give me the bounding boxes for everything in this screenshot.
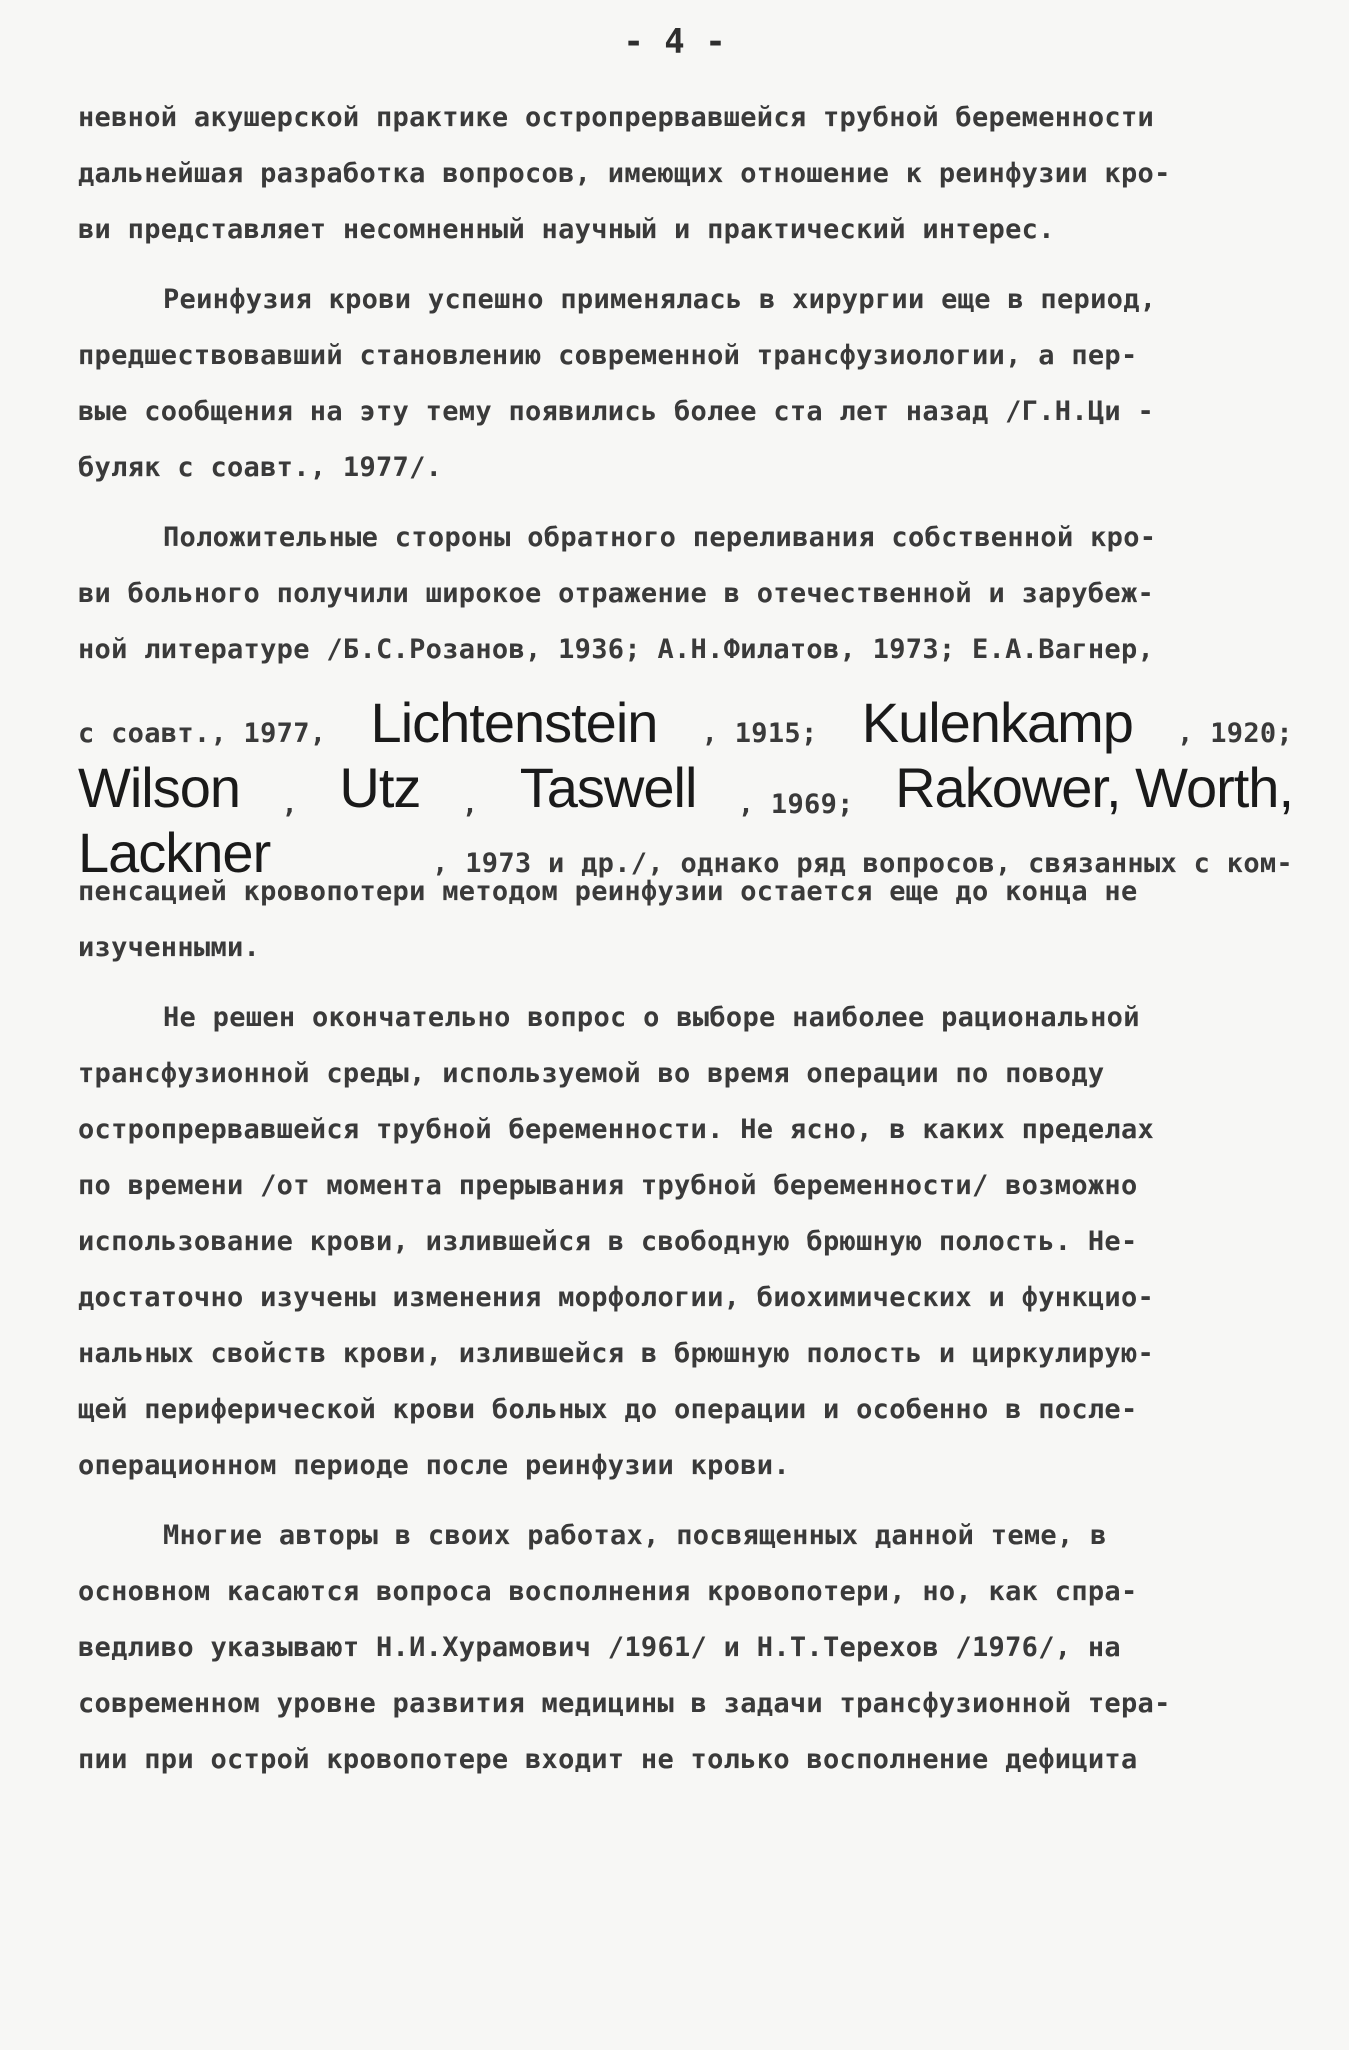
handwritten-author: Rakower, Worth,: [895, 756, 1293, 819]
text-line: современном уровне развития медицины в задачи трансфузионной тера-: [78, 1688, 1171, 1719]
text-line: буляк с соавт., 1977/.: [78, 452, 443, 483]
text-line: трансфузионной среды, используемой во время операции по поводу: [78, 1058, 1105, 1089]
text-line: щей периферической крови больных до операции и особенно в после-: [78, 1394, 1138, 1425]
typed-text: , 1969;: [737, 789, 854, 820]
text-line: использование крови, излившейся в свободную брюшную полость. Не-: [78, 1226, 1138, 1257]
typed-text: ,: [461, 789, 479, 820]
handwritten-author: Utz: [339, 756, 421, 819]
text-line: изученными.: [78, 932, 261, 963]
text-line-with-handwriting: [78, 820, 1293, 884]
text-line: Не решен окончательно вопрос о выборе наиболее рациональной: [163, 1002, 1140, 1033]
text-line: операционном периоде после реинфузии крови.: [78, 1450, 790, 1481]
text-line: Положительные стороны обратного переливания собственной кро-: [163, 522, 1157, 553]
text-line: Реинфузия крови успешно применялась в хирургии еще в период,: [163, 284, 1157, 315]
handwritten-author: Lackner: [78, 821, 271, 884]
text-line: дальнейшая разработка вопросов, имеющих отношение к реинфузии кро-: [78, 158, 1171, 189]
text-line: пенсацией кровопотери методом реинфузии остается еще до конца не: [78, 876, 1138, 907]
text-line: ведливо указывают Н.И.Хурамович /1961/ и Н.Т.Терехов /1976/, на: [78, 1632, 1121, 1663]
page-number: - 4 -: [623, 22, 726, 62]
text-line: нальных свойств крови, излившейся в брюшную полость и циркулирую-: [78, 1338, 1155, 1369]
text-line: пии при острой кровопотере входит не только восполнение дефицита: [78, 1744, 1138, 1775]
typed-text: , 1973 и др./, однако ряд вопросов, связанных с ком-: [432, 848, 1293, 879]
handwritten-author: Kulenkamp: [861, 691, 1133, 754]
text-line: ви представляет несомненный научный и практический интерес.: [78, 214, 1055, 245]
text-line: ви больного получили широкое отражение в отечественной и зарубеж-: [78, 578, 1155, 609]
text-line: остропрервавшейся трубной беременности. Не ясно, в каких пределах: [78, 1114, 1155, 1145]
typed-text: с соавт., 1977,: [78, 718, 327, 749]
text-line: по времени /от момента прерывания трубной беременности/ возможно: [78, 1170, 1138, 1201]
text-line-with-handwriting: [78, 690, 1293, 754]
text-line: предшествовавший становлению современной трансфузиологии, а пер-: [78, 340, 1138, 371]
text-line: ной литературе /Б.С.Розанов, 1936; А.Н.Филатов, 1973; Е.А.Вагнер,: [78, 634, 1155, 665]
typed-text: , 1920;: [1177, 718, 1293, 749]
document-body: [78, 102, 1293, 1800]
handwritten-author: Wilson: [78, 756, 241, 819]
text-line: основном касаются вопроса восполнения кровопотери, но, как спра-: [78, 1576, 1138, 1607]
text-line: достаточно изучены изменения морфологии, биохимических и функцио-: [78, 1282, 1155, 1313]
text-line-with-handwriting: [78, 746, 1293, 820]
typed-text: ,: [281, 789, 298, 820]
text-line: Многие авторы в своих работах, посвященных данной теме, в: [163, 1520, 1107, 1551]
handwritten-author: Lichtenstein: [370, 691, 658, 754]
text-line: невной акушерской практике остропрервавшейся трубной беременности: [78, 102, 1155, 133]
text-line: вые сообщения на эту тему появились более ста лет назад /Г.Н.Ци -: [78, 396, 1155, 427]
handwritten-author: Taswell: [519, 756, 697, 819]
typed-text: , 1915;: [701, 718, 818, 749]
